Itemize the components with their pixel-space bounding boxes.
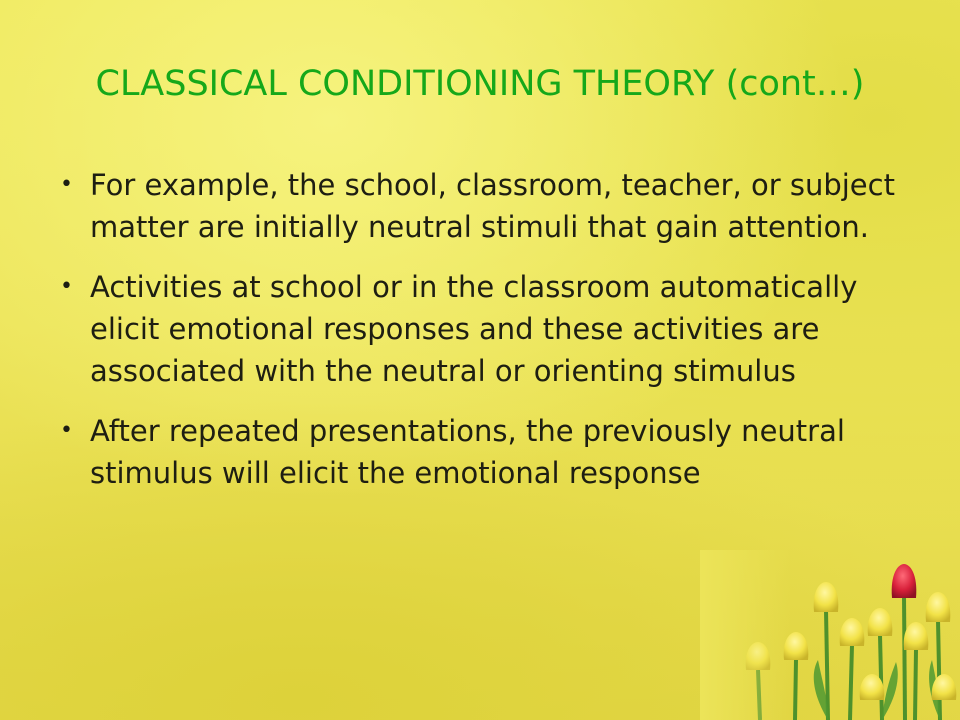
bullet-text: Activities at school or in the classroom automatically elicit emotional responses and these activities are associated with the neutral or orienting stimulus [90, 270, 858, 388]
bullet-icon: • [60, 172, 73, 197]
slide-title: CLASSICAL CONDITIONING THEORY (cont…) [95, 64, 865, 104]
bullet-icon: • [60, 418, 73, 443]
bullet-text: After repeated presentations, the previously neutral stimulus will elicit the emotional response [90, 414, 845, 490]
tulip-field-icon [700, 550, 960, 720]
bullet-text: For example, the school, classroom, teacher, or subject matter are initially neutral stimuli that gain attention. [90, 168, 895, 244]
bullet-item [60, 164, 910, 248]
bullet-item [60, 410, 910, 494]
bullet-item [60, 266, 910, 392]
bullet-list [60, 164, 910, 512]
bullet-icon: • [60, 274, 73, 299]
